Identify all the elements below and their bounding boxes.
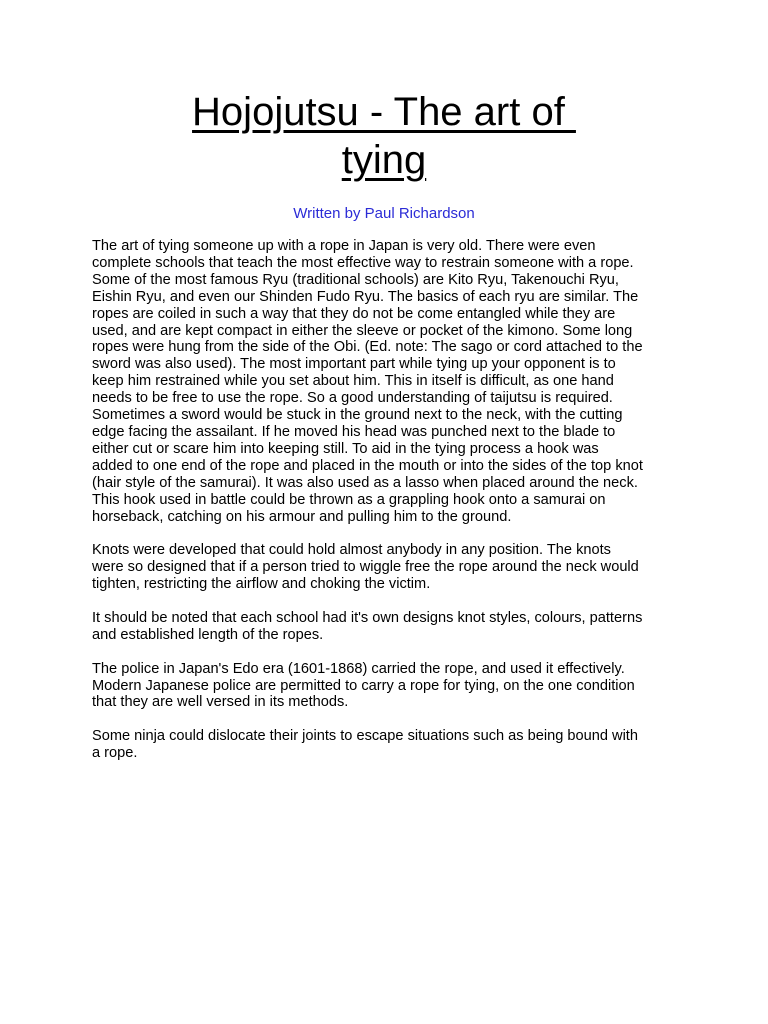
- paragraph-line: sword was also used). The most important part while tying up your opponent is to: [92, 356, 616, 373]
- paragraph-line: used, and are kept compact in either the sleeve or pocket of the kimono. Some long: [92, 322, 633, 339]
- paragraph-line: (hair style of the samurai). It was also used as a lasso when placed around the neck.: [92, 474, 638, 491]
- paragraph-line: tighten, restricting the airflow and choking the victim.: [92, 576, 431, 593]
- title-line-2: [0, 136, 768, 184]
- paragraph-line: ropes were hung from the side of the Obi. (Ed. note: The sago or cord attached to the: [92, 339, 643, 356]
- title-line-1-text: Hojojutsu - The art of: [192, 90, 576, 134]
- paragraph: [92, 542, 692, 593]
- paragraph-line: either cut or scare him into keeping still. To aid in the tying process a hook was: [92, 440, 599, 457]
- paragraph-line: added to one end of the rope and placed in the mouth or into the sides of the top knot: [92, 457, 643, 474]
- paragraph-line: The art of tying someone up with a rope in Japan is very old. There were even: [92, 238, 596, 254]
- article-body: [92, 238, 692, 779]
- paragraph-line: Some of the most famous Ryu (traditional schools) are Kito Ryu, Takenouchi Ryu,: [92, 271, 619, 288]
- paragraph: [92, 610, 692, 644]
- paragraph-line: Eishin Ryu, and even our Shinden Fudo Ryu. The basics of each ryu are similar. The: [92, 288, 639, 305]
- byline: Written by Paul Richardson: [293, 205, 475, 222]
- paragraph-line: ropes are coiled in such a way that they do not be come entangled while they are: [92, 305, 616, 322]
- paragraph: [92, 238, 692, 525]
- paragraph-line: It should be noted that each school had it's own designs knot styles, colours, patterns: [92, 609, 643, 626]
- paragraph-line: This hook used in battle could be thrown as a grappling hook onto a samurai on: [92, 491, 606, 508]
- paragraph-line: Knots were developed that could hold almost anybody in any position. The knots: [92, 542, 611, 559]
- paragraph-line: keep him restrained while you set about him. This in itself is difficult, as one hand: [92, 373, 614, 390]
- title-line-2-text: tying: [341, 138, 427, 182]
- paragraph-line: and established length of the ropes.: [92, 626, 324, 643]
- paragraph: [92, 728, 692, 762]
- title-line-1: [0, 88, 768, 136]
- paragraph-line: horseback, catching on his armour and pulling him to the ground.: [92, 508, 512, 525]
- paragraph-line: needs to be free to use the rope. So a good understanding of taijutsu is required.: [92, 390, 613, 407]
- paragraph-line: Some ninja could dislocate their joints to escape situations such as being bound with: [92, 728, 638, 745]
- paragraph: [92, 661, 692, 712]
- paragraph-line: Sometimes a sword would be stuck in the ground next to the neck, with the cutting: [92, 407, 623, 424]
- paragraph-line: were so designed that if a person tried to wiggle free the rope around the neck would: [92, 559, 639, 576]
- paragraph-line: complete schools that teach the most effective way to restrain someone with a rope.: [92, 254, 634, 271]
- paragraph-line: edge facing the assailant. If he moved his head was punched next to the blade to: [92, 423, 616, 440]
- paragraph-line: Modern Japanese police are permitted to carry a rope for tying, on the one condition: [92, 677, 635, 694]
- document-title: [0, 88, 768, 184]
- paragraph-line: a rope.: [92, 745, 138, 762]
- paragraph-line: that they are well versed in its methods.: [92, 694, 349, 711]
- paragraph-line: The police in Japan's Edo era (1601-1868) carried the rope, and used it effectively.: [92, 660, 625, 677]
